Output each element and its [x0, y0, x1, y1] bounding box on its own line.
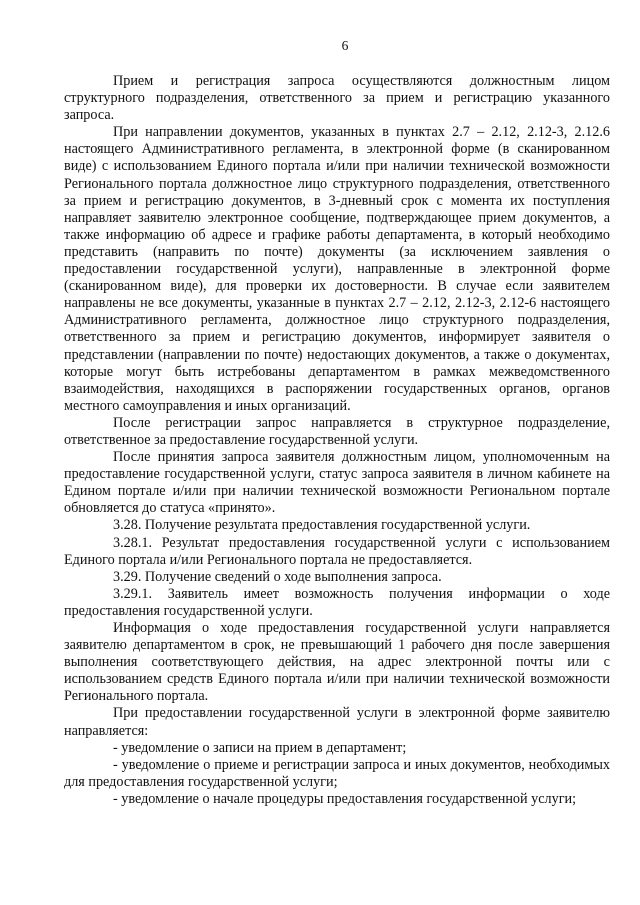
list-item-registration-notice: - уведомление о приеме и регистрации запроса и иных документов, необходимых для предоставления государственной услуги; [64, 756, 610, 790]
section-3-29-1: 3.29.1. Заявитель имеет возможность получения информации о ходе предоставления государственной услуги. [64, 585, 610, 619]
paragraph-status-update: После принятия запроса заявителя должностным лицом, уполномоченным на предоставление государственной услуги, статус запроса заявителя в личном кабинете на Едином портале и/или при наличии технической возможности Региональном портале обновляется до статуса «принято». [64, 449, 610, 517]
section-3-28-heading: 3.28. Получение результата предоставления государственной услуги. [113, 517, 531, 534]
paragraph-electronic-notifications: При предоставлении государственной услуги в электронной форме заявителю направляется: [64, 705, 610, 739]
list-item-procedure-start-notice: - уведомление о начале процедуры предоставления государственной услуги; [113, 790, 577, 807]
list-item-appointment-notice: - уведомление о записи на прием в департамент; [113, 739, 407, 756]
paragraph-after-registration: После регистрации запрос направляется в структурное подразделение, ответственное за предоставление государственной услуги. [64, 414, 610, 448]
section-3-28-1: 3.28.1. Результат предоставления государственной услуги с использованием Единого портала и/или Регионального портала не предоставляется. [64, 534, 610, 568]
paragraph-progress-info: Информация о ходе предоставления государственной услуги направляется заявителю департаментом в срок, не превышающий 1 рабочего дня после завершения выполнения соответствующего действия, на адрес электронной почты или с использованием средств Единого портала и/или при наличии технической возможности Регионального портала. [64, 620, 610, 705]
section-3-29-heading: 3.29. Получение сведений о ходе выполнения запроса. [113, 568, 442, 585]
paragraph-registration: Прием и регистрация запроса осуществляются должностным лицом структурного подразделения, ответственного за прием и регистрацию указанного запроса. [64, 73, 610, 124]
paragraph-documents-submission: При направлении документов, указанных в пунктах 2.7 – 2.12, 2.12-3, 2.12.6 настоящего Административного регламента, в электронной форме (в сканированном виде) с использованием Единого портала и/или при наличии технической возможности Регионального портала должностное лицо структурного подразделения, ответственного за прием и регистрацию документов, в 3-дневный срок с момента их поступления направляет заявителю электронное сообщение, подтверждающее прием документов, а также информацию об адресе и графике работы департамента, в который необходимо представить (направить по почте) документы (за исключением заявления о предоставлении государственной услуги), направленные в электронной форме (сканированном виде), для проверки их достоверности. В случае если заявителем направлены не все документы, указанные в пунктах 2.7 – 2.12, 2.12-3, 2.12-6 настоящего Административного регламента, должностное лицо структурного подразделения, ответственного за прием и регистрацию документов, информирует заявителя о представлении (направлении по почте) недостающих документов, а также о документах, которые могут быть истребованы департаментом в рамках межведомственного взаимодействия, находящихся в распоряжении государственных органов, органов местного самоуправления и иных организаций. [64, 124, 610, 414]
page-number: 6 [341, 38, 349, 53]
